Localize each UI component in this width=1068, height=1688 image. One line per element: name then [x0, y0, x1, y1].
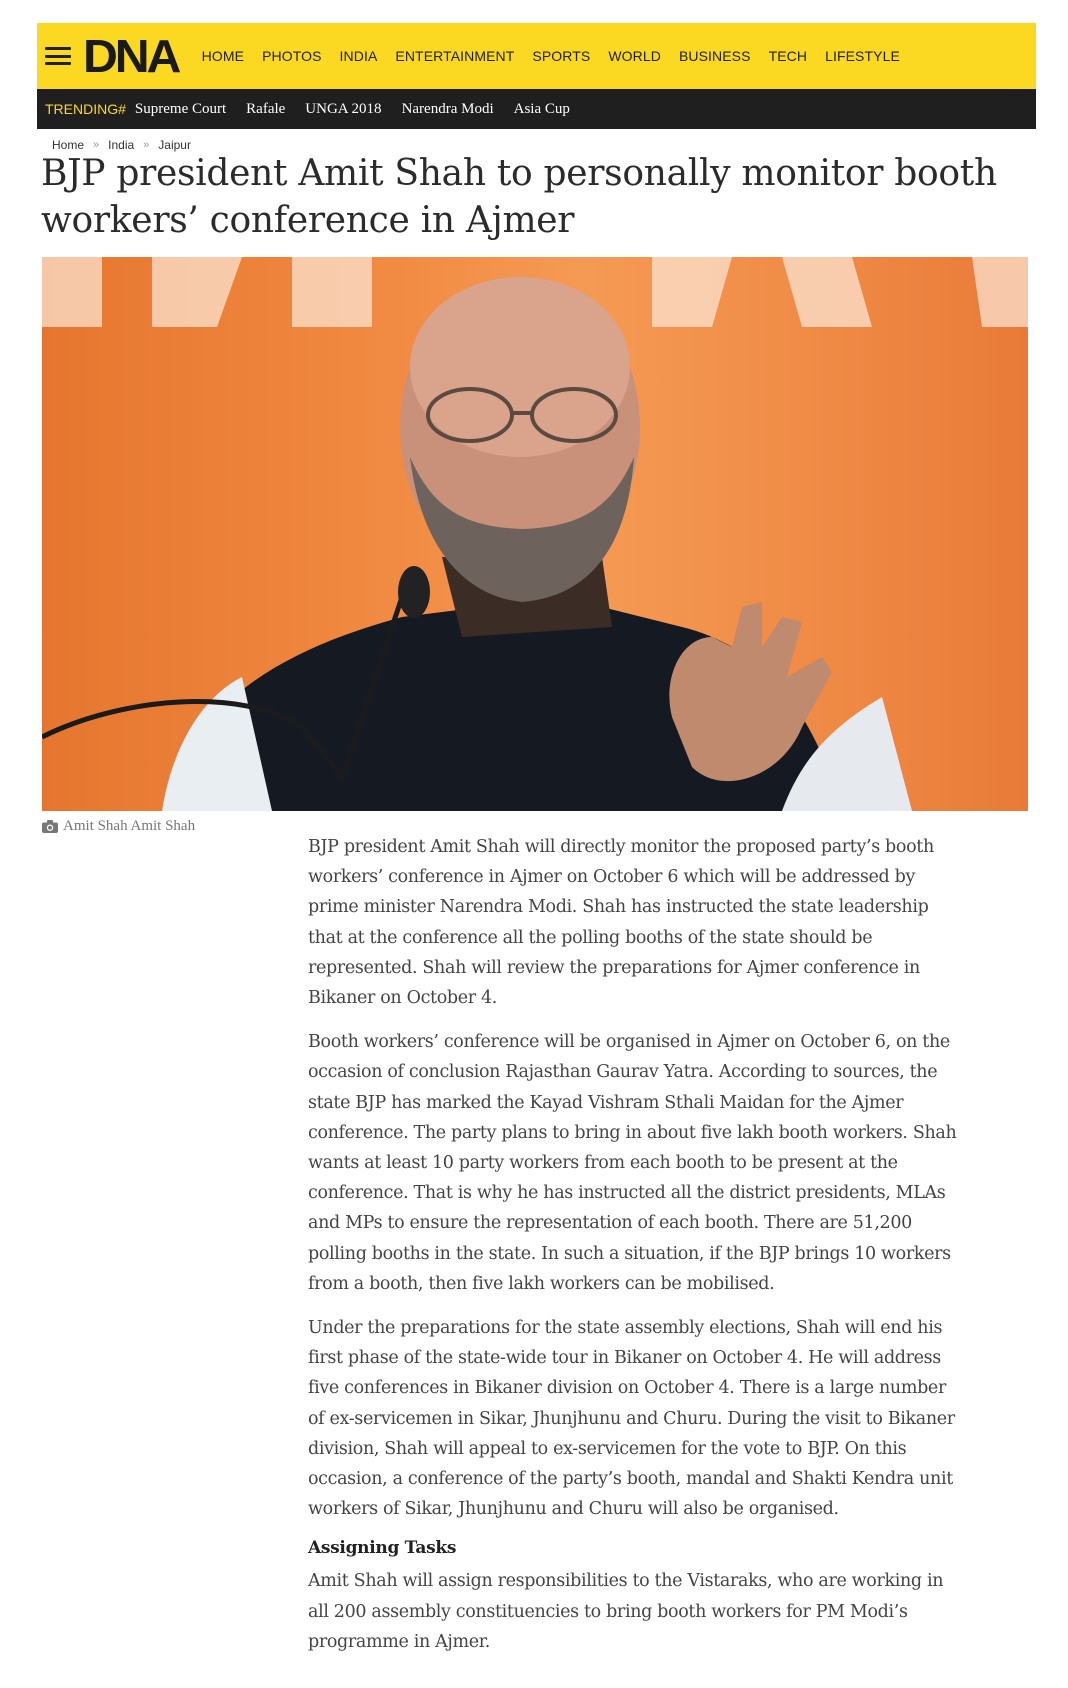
- hero-illustration: [42, 257, 1028, 811]
- breadcrumb-separator-icon: »: [93, 139, 100, 151]
- trending-label: TRENDING#: [45, 101, 126, 117]
- nav-home[interactable]: HOME: [201, 48, 245, 64]
- article-body: [308, 832, 958, 1671]
- nav-sports[interactable]: SPORTS: [532, 48, 591, 64]
- trending-bar: [37, 89, 1036, 129]
- nav-india[interactable]: INDIA: [339, 48, 378, 64]
- article-hero-image: [42, 257, 1028, 811]
- article-subheading: Assigning Tasks: [308, 1538, 457, 1559]
- breadcrumb-home[interactable]: Home: [52, 138, 85, 152]
- trending-item-asia-cup[interactable]: Asia Cup: [513, 100, 570, 117]
- person-forehead: [410, 277, 630, 457]
- trending-item-supreme-court[interactable]: Supreme Court: [134, 100, 227, 117]
- nav-world[interactable]: WORLD: [608, 48, 661, 64]
- camera-icon: [42, 820, 58, 833]
- microphone-head: [398, 566, 430, 618]
- main-nav: [202, 48, 918, 64]
- nav-tech[interactable]: TECH: [768, 48, 808, 64]
- breadcrumb-separator-icon: »: [143, 139, 150, 151]
- breadcrumb-jaipur[interactable]: Jaipur: [158, 138, 191, 152]
- image-caption: [42, 818, 195, 835]
- nav-entertainment[interactable]: ENTERTAINMENT: [395, 48, 515, 64]
- trending-item-narendra-modi[interactable]: Narendra Modi: [401, 100, 494, 117]
- caption-text: Amit Shah Amit Shah: [63, 818, 196, 834]
- article-paragraph: Under the preparations for the state assembly elections, Shah will end his first phase of the state-wide tour in Bikaner on October 4. He will address five conferences in Bikaner division on October 4. There is a large number of ex-servicemen in Sikar, Jhunjhunu and Churu. During the visit to Bikaner division, Shah will appeal to ex-servicemen for the vote to BJP. On this occasion, a conference of the party’s booth, mandal and Shakti Kendra unit workers of Sikar, Jhunjhunu and Churu will also be organised.: [308, 1318, 955, 1520]
- article-paragraph: Amit Shah will assign responsibilities to the Vistaraks, who are working in all 200 assembly constituencies to bring booth workers for PM Modi’s programme in Ajmer.: [308, 1571, 944, 1652]
- nav-business[interactable]: BUSINESS: [678, 48, 751, 64]
- top-navbar: [37, 23, 1036, 89]
- article-paragraph: Booth workers’ conference will be organised in Ajmer on October 6, on the occasion of conclusion Rajasthan Gaurav Yatra. According to sources, the state BJP has marked the Kayad Vishram Sthali Maidan for the Ajmer conference. The party plans to bring in about five lakh booth workers. Shah wants at least 10 party workers from each booth to be present at the conference. That is why he has instructed all the district presidents, MLAs and MPs to ensure the representation of each booth. There are 51,200 polling booths in the state. In such a situation, if the BJP brings 10 workers from a booth, then five lakh workers can be mobilised.: [308, 1032, 957, 1294]
- hamburger-menu-icon[interactable]: [45, 47, 71, 65]
- site-logo[interactable]: DNA: [83, 30, 179, 82]
- trending-item-rafale[interactable]: Rafale: [246, 100, 286, 117]
- breadcrumb-india[interactable]: India: [108, 138, 135, 152]
- trending-item-unga-2018[interactable]: UNGA 2018: [305, 100, 382, 117]
- article-paragraph: BJP president Amit Shah will directly monitor the proposed party’s booth workers’ conference in Ajmer on October 6 which will be addressed by prime minister Narendra Modi. Shah has instructed the state leadership that at the conference all the polling booths of the state should be represented. Shah will review the preparations for Ajmer conference in Bikaner on October 4.: [308, 837, 934, 1009]
- nav-lifestyle[interactable]: LIFESTYLE: [825, 48, 900, 64]
- article-headline: BJP president Amit Shah to personally monitor booth workers’ conference in Ajmer: [41, 153, 997, 241]
- nav-photos[interactable]: PHOTOS: [262, 48, 322, 64]
